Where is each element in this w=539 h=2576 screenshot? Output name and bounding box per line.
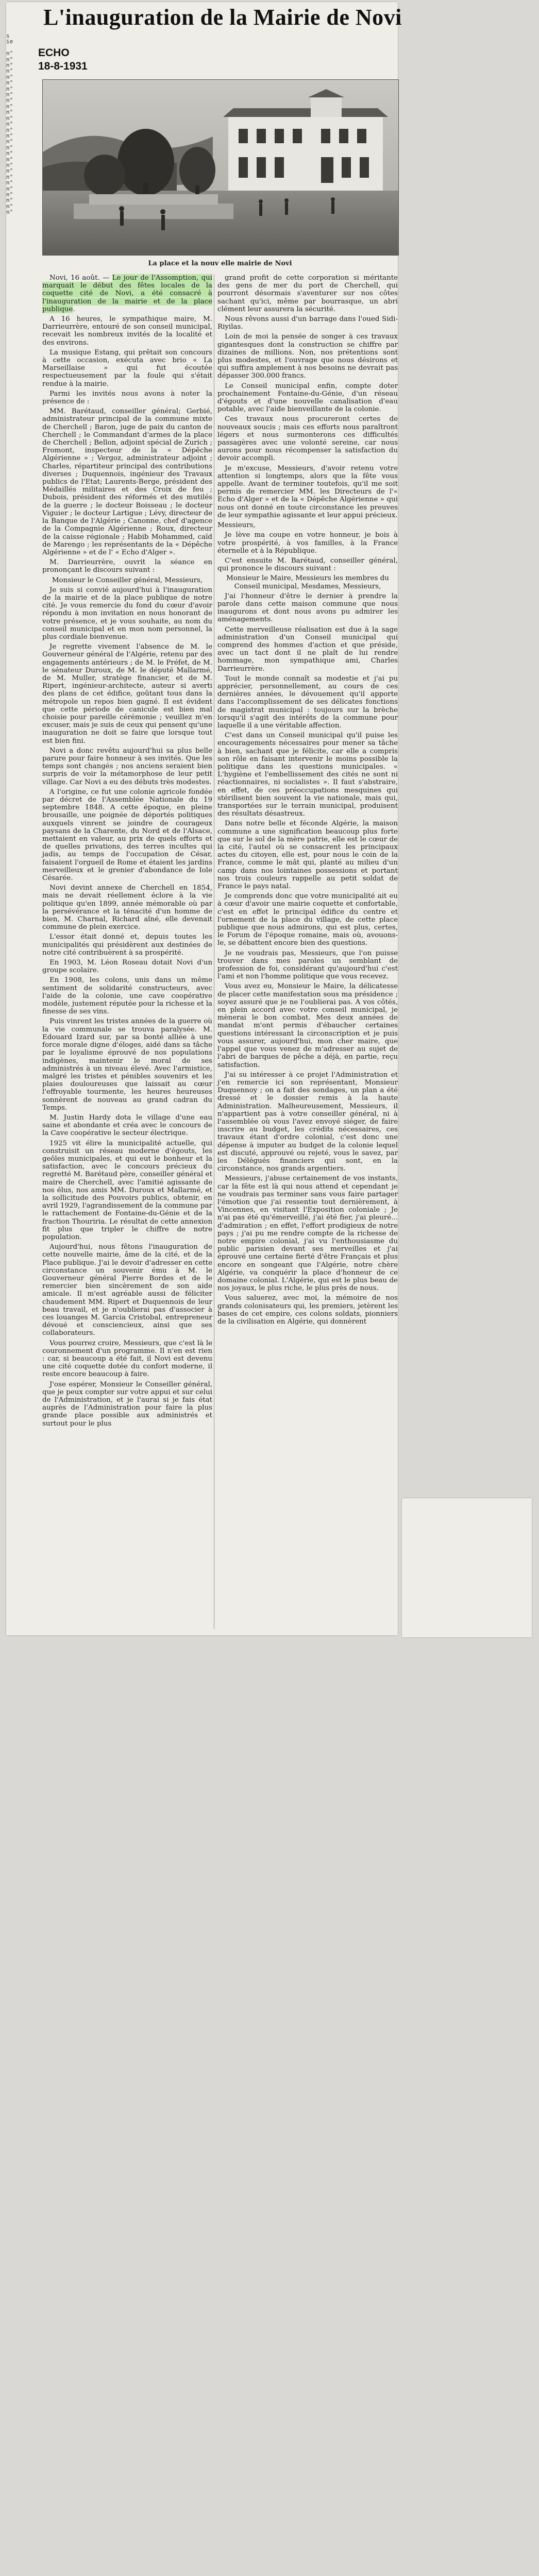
margin-fragment: n° [6,150,13,157]
article-paragraph: J'ose espérer, Monsieur le Conseiller général, que je peux compter sur votre appui et sur celui de l'Administration, et je l'aurai si je fais état auprès de l'Administration pour faire la plus grande place possible aux administrés et surtout pour le plus [42,1380,212,1428]
article-paragraph: Ces travaux nous procureront certes de nouveaux soucis ; mais ces efforts nous paraîtront légers et nous surmonterons ces difficultés passagères avec une volonté sereine, car nous aurons pour nous récompenser la satisfaction du devoir accompli. [217,415,398,463]
article-paragraph: Monsieur le Maire, Messieurs les membres du Conseil municipal, Mesdames, Messieurs, [226,574,389,590]
margin-fragment: n° [6,67,13,75]
margin-fragment: n° [6,56,13,63]
article-paragraph: Vous avez eu, Monsieur le Maire, la délicatesse de placer cette manifestation sous ma présidence ; soyez assuré que je ne l'oublierai pas. A vos côtés, en plein accord avec votre conseil municipal, je mènerai le bon combat. Mes deux années de mandat m'ont permis d'ébaucher certaines questions intéressant la circonscription et je puis vous assurer, aujourd'hui, mon cher maire, que l'appel que vous venez de m'adresser au sujet de l'abri de barques de pêche a déjà, en partie, reçu satisfaction. [217,982,398,1069]
margin-fragment: n° [6,179,13,187]
margin-fragment: n° [6,114,13,122]
left-margin-fragments [6,33,13,1630]
article-paragraph: J'ai su intéresser à ce projet l'Administration et j'en remercie ici son représentant, Monsieur Duquennoy ; on a fait des sondages, un plan a été dressé et le dossier remis à la haute Administration. Malheureusement, Messieurs, il n'appartient pas à votre conseiller général, ni à l'assemblée où vous l'avez envoyé siéger, de faire inscrire au budget, les crédits nécessaires, ces travaux étant d'ordre colonial, c'est donc une dépense à imputer au budget de la colonie lequel est discuté, approuvé ou rejeté, vous le savez, par les Délégués financiers qui sont, en la circonstance, nos grands argentiers. [217,1071,398,1173]
margin-fragment: n° [6,132,13,139]
margin-fragment: s [6,33,10,39]
margin-fragment: ie [6,38,13,45]
margin-fragment: n° [6,197,13,204]
article-paragraph: Je m'excuse, Messieurs, d'avoir retenu votre attention si longtemps, alors que la fête vous appelle. Avant de terminer toutefois, qu'il me soit permis de remercier MM. les Directeurs de l'« Echo d'Alger » et de la « Dépêche Algérienne » qui nous ont donné en toute circonstance les preuves de leur sympathie agissante et leur appui précieux. [217,464,398,519]
article-paragraph: Novi devint annexe de Cherchell en 1854, mais ne devait réellement éclore à la vie politique qu'en 1899, année mémorable où par la persévérance et la ténacité d'un homme de bien, M. Charnal, Richard aîné, elle devenait commune de plein exercice. [42,884,212,931]
article-paragraph: Loin de moi la pensée de songer à ces travaux gigantesques dont la construction se chiffre par dizaines de millions. Non, nos prétentions sont plus modestes, et l'ouvrage que nous désirons et qui suffira amplement à nos besoins ne devrait pas dépasser 300.000 francs. [217,333,398,380]
article-paragraph: Je suis si convié aujourd'hui à l'inauguration de la mairie et de la place publique de notre cité. Je vous remercie du fond du cœur d'avoir répondu à mon invitation en nous honorant de votre présence, et je vous souhaite, au nom du conseil municipal et en mon nom personnel, la plus cordiale bienvenue. [42,586,212,641]
margin-fragment: n° [6,167,13,175]
newspaper-clipping [6,2,402,1635]
margin-fragment: n° [6,50,13,57]
article-paragraph: M. Darrieurrère, ouvrit la séance en prononçant le discours suivant : [42,558,212,574]
article-paragraph: L'essor était donné et, depuis toutes les municipalités qui présidèrent aux destinées de notre cité contribuèrent à sa prospérité. [42,933,212,957]
margin-fragment: n° [6,173,13,180]
article-paragraph: Parmi les invités nous avons à noter la présence de : [42,389,212,406]
article-paragraph: Monsieur le Conseiller général, Messieurs, [52,576,203,584]
article-paragraph: J'ai l'honneur d'être le dernier à prendre la parole dans cette maison commune que nous inaugurons et dont nous avons pu admirer les aménagements. [217,592,398,624]
article-paragraph: Je lève ma coupe en votre honneur, je bois à votre prospérité, à vos familles, à la France éternelle et à la République. [217,531,398,555]
margin-fragment: n° [6,185,13,192]
article-paragraph: MM. Barétaud, conseiller général; Gerbié, administrateur principal de la commune mixte de Cherchell ; Baron, juge de paix du canton de Cherchell ; le Commandant d'armes de la place de Cherchell ; Bellon, adjoint spécial de Zurich ; Fromont, inspecteur de la « Dépêche Algérienne » ; Vergoz, administrateur adjoint ; Charles, répartiteur principal des contributions diverses ; Duquennois, ingénieur des Travaux publics de l'Etat; Laurents-Berge, président des Médaillés militaires et des Croix de feu ; Dubois, président des réformés et des mutilés de la guerre ; le docteur Boisseau ; le docteur Viguier ; le docteur Lartigue ; Lévy, directeur de la Banque de l'Algérie ; Canonne, chef d'agence de la Compagnie Algérienne ; Roux, directeur de la caisse régionale ; Habib Mohammed, caïd de Marengo ; les représentants de la « Dépêche Algérienne » et de l' « Echo d'Alger ». [42,408,212,556]
article-paragraph: Messieurs, j'abuse certainement de vos instants, car la fête est là qui nous attend et cependant je ne voudrais pas terminer sans vous faire partager l'émotion que j'ai ressentie tout dernièrement, à Vincennes, en visitant l'Exposition coloniale ; Je n'ai pas été qu'émerveillé, j'ai été fier, j'ai pleuré... d'admiration ; en effet, l'effort prodigieux de notre pays ; j'ai pu me rendre compte de la richesse de notre empire colonial, j'ai vu l'enthousiasme du public parisien devant ses merveilles et j'ai éprouvé une certaine fierté d'être Français et plus encore en songeant que l'Algérie, notre chère Algérie, va conquérir la place d'honneur de ce domaine colonial. L'Algérie, qui est le plus beau de nos joyaux, le plus riche, le plus près de nous. [217,1175,398,1293]
article-paragraph: Puis vinrent les tristes années de la guerre où la vie communale se trouva paralysée. M. Edouard Izard sur, par sa bonté alliée à une force morale digne d'éloges, aidé dans sa tâche par le loyalisme éprouvé de nos populations indigènes, maintenir le moral de ses administrés à un niveau élevé. Avec l'armistice, malgré les tristes et pénibles souvenirs et les plaies douloureuses que laissait au cœur l'effroyable tourmente, les heures heureuses sonnèrent de nouveau au grand cadran du Temps. [42,1018,212,1112]
article-paragraph: A l'origine, ce fut une colonie agricole fondée par décret de l'Assemblée Nationale du 19 septembre 1848. A cette époque, en pleine brousaille, une poignée de déportés politiques auxquels vinrent se joindre de courageux paysans de la Charente, du Nord et de l'Alsace, mettaient en valeur, au prix de quels efforts et de quelles privations, des terres incultes qui jadis, au temps de l'occupation de César, faisaient l'orgueil de Rome et étaient les jardins merveilleux et le grenier d'abondance de Iole Césarée. [42,788,212,883]
article-paragraph: Je ne voudrais pas, Messieurs, que l'on puisse trouver dans mes paroles un semblant de profession de foi, considérant qu'aujourd'hui c'est l'ami et non l'homme politique que vous recevez. [217,949,398,981]
article-paragraph [42,274,212,313]
article-paragraph: C'est dans un Conseil municipal qu'il puise les encouragements nécessaires pour mener sa tâche à bien, sachant que je félicite, car elle a compris son rôle en faisant intervenir le moins possible la politique dans les questions municipales. « L'hygiène et l'embellissement des cités ne sont ni réactionnaires, ni socialistes ». Il faut s'abstraire, en effet, de ces préoccupations mesquines qui stérilisent bien souvent la vie nationale, mais qui, transportées sur le terrain municipal, produisent des résultats désastreux. [217,732,398,818]
article-paragraph: Vous pourrez croire, Messieurs, que c'est là le couronnement d'un programme. Il n'en est rien : car, si beaucoup a été fait, il Novi est devenu une cité coquette dotée du confort moderne, il reste encore beaucoup à faire. [42,1339,212,1379]
article-paragraph: Dans notre belle et féconde Algérie, la maison commune a une signification beaucoup plus forte que sur le sol de la mère patrie, elle est le cœur de la cité, l'autel où se consacrent les principaux actes du citoyen, elle est, pour nous le coin de la France, comme le mât qui, planté au milieu d'un camp dans nos lointaines possessions et portant nos trois couleurs rappelle au petit soldat de France le pays natal. [217,820,398,891]
article-paragraph: Aujourd'hui, nous fêtons l'inauguration de cette nouvelle mairie, âme de la cité, et de la Place publique. J'ai le devoir d'adresser en cette circonstance un souvenir ému à M. le Gouverneur général Pierre Bordes et de le remercier bien sincèrement de son aide amicale. Il m'est agréable aussi de féliciter chaudement MM. Ripert et Duquennois de leur beau travail, et je n'oublierai pas d'associer à ces louanges M. Garcia Cristobal, entrepreneur dévoué et consciencieux, ainsi que ses collaborateurs. [42,1243,212,1337]
margin-fragment: n° [6,202,13,210]
article-paragraph: Novi a donc revêtu aujourd'hui sa plus belle parure pour faire honneur à ses invités. Que les temps sont changés ; nos anciens seraient bien surpris de voir la métamorphose de leur petit village. Car Novi a eu des débuts très modestes. [42,747,212,786]
margin-fragment: n° [6,126,13,133]
margin-fragment: n° [6,161,13,168]
margin-fragment: n° [6,91,13,98]
paragraph-tail: . [73,305,75,313]
margin-fragment: n° [6,85,13,92]
article-paragraph: 1925 vit élire la municipalité actuelle, qui construisit un réseau moderne d'égouts, les geôles municipales, et qui eut le bonheur et la satisfaction, avec le concours précieux du regretté M. Barétaud père, conseiller général et maire de Cherchell, avec l'amitié agissante de nos élus, nos amis MM. Duroux et Mallarmé, et la sollicitude des Pouvoirs publics, obtenir, en avril 1929, l'agrandissement de la commune par le rattachement de Fontaine-du-Génie et de la fraction Thouriria. Le résultat de cette annexion fit plus que tripler le chiffre de notre population. [42,1139,212,1241]
article-paragraph: Le Conseil municipal enfin, compte doter prochainement Fontaine-du-Génie, d'un réseau d'égouts et d'une nouvelle canalisation d'eau potable, avec l'aide bienveillante de la colonie. [217,382,398,414]
newspaper-clipping-continuation [402,1498,532,1637]
paragraph-lead: Novi, 16 août. — [49,274,112,282]
margin-fragment: n° [6,73,13,80]
margin-fragment: n° [6,156,13,163]
highlighted-text: Le jour de l'Assomption, qui marquait le début des fêtes locales de la coquette cité de Novi, a été consacré à l'inauguration de la mairie et de la place publique [42,274,212,313]
margin-fragment: n° [6,209,13,216]
town-hall-photo [42,79,399,256]
margin-fragment: n° [6,191,13,198]
headline: L'inauguration de la Mairie de Novi [43,5,402,30]
margin-fragment: n° [6,138,13,145]
article-paragraph: Messieurs, [217,521,256,530]
article-paragraph: M. Justin Hardy dota le village d'une eau saine et abondante et créa avec le concours de la Cave coopérative le secteur électrique. [42,1113,212,1138]
photo-illustration [43,80,398,255]
margin-fragment: n° [6,62,13,69]
article-paragraph: Je comprends donc que votre municipalité ait eu à cœur d'avoir une mairie coquette et confortable, c'est en effet le principal édifice du centre et l'ornement de la place du village, de cette place publique que nous admirons, qui est plus, certes, le Forum de l'époque romaine, mais où, avouons-le, se débattent encore bien des questions. [217,892,398,947]
article-paragraph: Nous rêvons aussi d'un barrage dans l'oued Sidi-Riyilas. [217,315,398,331]
article-paragraph: Cette merveilleuse réalisation est due à la sage administration d'un Conseil municipal qui comprend des hommes d'action et que préside, avec un tact dont il ne plaît de lui rendre hommage, mon sympathique ami, Charles Darrieurrère. [217,625,398,673]
article-column-2 [217,274,398,1328]
article-column-1 [42,274,212,1430]
date-stamp [38,46,88,73]
article-paragraph: La musique Estang, qui prêtait son concours à cette occasion, exécuta avec brio « La Marseillaise » qui fut écoutée respectueusement par la foule qui s'était rendue à la mairie. [42,348,212,388]
margin-fragment: n° [6,103,13,110]
stamp-date: 18-8-1931 [38,60,88,72]
article-paragraph: En 1908, les colons, unis dans un même sentiment de solidarité constructeurs, avec l'aide de la colonie, une cave coopérative modèle, justement réputée pour la richesse et la finesse de ses vins. [42,976,212,1016]
stamp-source: ECHO [38,47,70,59]
article-paragraph: grand profit de cette corporation si méritante des gens de mer du port de Cherchell, qui pourront désormais s'aventurer sur nos côtes sachant qu'ici, même par bourrasque, un abri clément leur assurera la sécurité. [217,274,398,313]
photo-caption: La place et la nouv elle mairie de Novi [148,260,292,267]
margin-fragment: n° [6,121,13,128]
article-paragraph: C'est ensuite M. Barétaud, conseiller général, qui prononce le discours suivant : [217,556,398,573]
margin-fragment: n° [6,144,13,151]
margin-fragment: n° [6,109,13,116]
article-paragraph: Vous saluerez, avec moi, la mémoire de nos grands colonisateurs qui, les premiers, jetèrent les bases de cet empire, ces colons soldats, pionniers de la civilisation en Algérie, qui donnèrent [217,1294,398,1326]
article-paragraph: A 16 heures, le sympathique maire, M. Darrieurrère, entouré de son conseil municipal, recevait les nombreux invités de la localité et des environs. [42,315,212,347]
article-paragraph: Tout le monde connaît sa modestie et j'ai pu apprécier, personnellement, au cours de ces dernières années, le dévouement qu'il apporte dans l'accomplissement de ses délicates fonctions de magistrat municipal : toujours sur la brèche lorsqu'il s'agit des intérêts de la commune pour laquelle il a une véritable affection. [217,674,398,730]
article-paragraph: En 1903, M. Léon Roseau dotait Novi d'un groupe scolaire. [42,959,212,975]
margin-fragment: n° [6,79,13,87]
article-paragraph: Je regrette vivement l'absence de M. le Gouverneur général de l'Algérie, retenu par des engagements antérieurs ; de M. le Préfet, de M. le sénateur Duroux, de M. le député Mallarmé, de M. Muller, stratège financier, et de M. Ripert, ingénieur-architecte, auteur si averti des plans de cet édifice, goûtant tous dans la métropole un repos bien gagné. Il est évident que cette période de canicule est bien mal choisie pour pareille cérémonie ; veuillez m'en excuser, mais je suis de ceux qui pensent qu'une inauguration ne doit se faire que lorsque tout est bien fini. [42,643,212,745]
margin-fragment: n° [6,97,13,104]
